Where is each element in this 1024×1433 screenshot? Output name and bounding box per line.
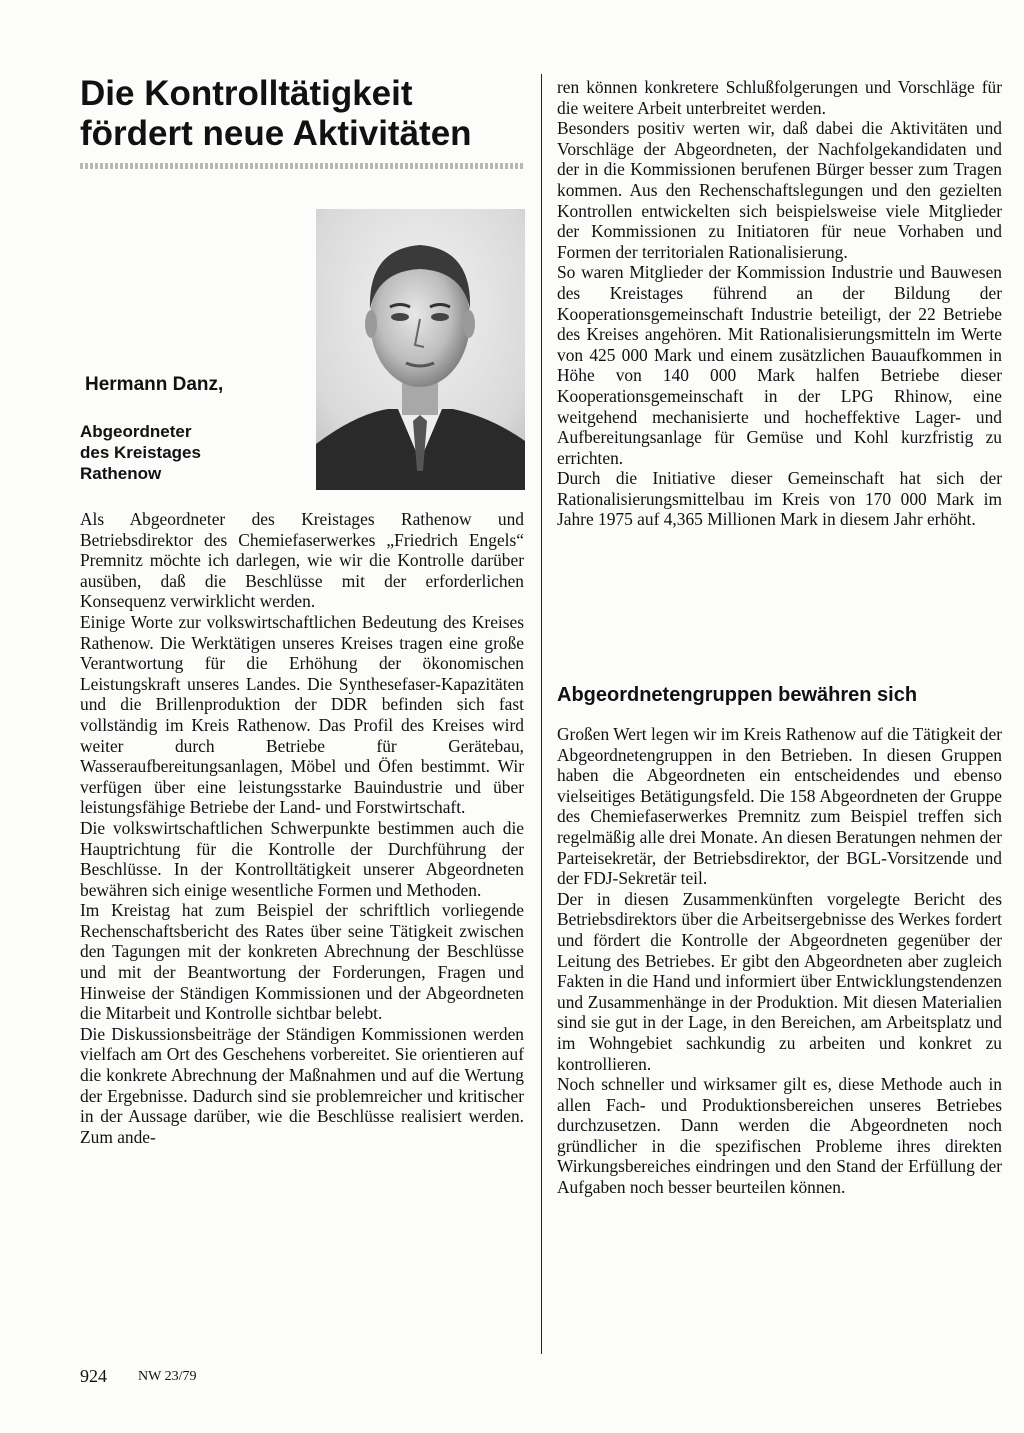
paragraph: Im Kreistag hat zum Beispiel der schriftlich vorliegende Rechenschaftsbericht des Rates über seine Tätigkeit zwischen den Tagungen mit der konkreten Abrechnung der Beschlüsse und mit der Beantwortung der Forderungen, Fragen und Hinweise der Ständigen Kommissionen und der Abgeordneten die Mitarbeit und Kontrolle sichtbar belebt.	[80, 900, 524, 1024]
author-role-line: des Kreistages	[80, 443, 201, 462]
paragraph: Einige Worte zur volkswirtschaftlichen Bedeutung des Kreises Rathenow. Die Werktätigen unseres Kreises tragen eine große Verantwortung für die Erhöhung der ökonomischen Leistungskraft unseres Landes. Die Synthesefaser-Kapazitäten und die Brillenproduktion der DDR befinden sich fast vollständig im Kreis Rathenow. Das Profil des Kreises wird weiter durch Betriebe für Gerätebau, Wasseraufbereitungsanlagen, Möbel und Öfen bestimmt. Wir verfügen über eine leistungsstarke Bauindustrie und über leistungsfähige Betriebe der Land- und Forstwirtschaft.	[80, 611, 524, 818]
page-number: 924	[80, 1366, 107, 1386]
paragraph: Die Diskussionsbeiträge der Ständigen Kommissionen werden vielfach am Ort des Geschehens vorbereitet. Sie orientieren auf die konkrete Abrechnung der Maßnahmen und auf die Wertung der Ergebnisse. Dadurch sind sie problemreicher und kritischer in der Aussage darüber, wie die Beschlüsse realisiert werden. Zum ande-	[80, 1023, 524, 1147]
column-divider	[541, 74, 542, 1354]
paragraph: Noch schneller und wirksamer gilt es, diese Methode auch in allen Fach- und Produktionsbereichen unseres Betriebes durchzusetzen. Dann werden die Abgeordneten noch gründlicher in die spezifischen Probleme ihres direkten Wirkungsbereiches eindringen und den Stand der Erfüllung der Aufgaben noch besser beurteilen können.	[557, 1074, 1002, 1198]
paragraph: ren können konkretere Schlußfolgerungen und Vorschläge für die weitere Arbeit unterbreitet werden.	[557, 77, 1002, 118]
paragraph: So waren Mitglieder der Kommission Industrie und Bauwesen des Kreistages führend an der Bildung der Kooperationsgemeinschaft Industrie beteiligt, der 22 Betriebe des Kreises angehören. Mit Rationalisierungsmitteln im Werte von 425 000 Mark und einem zusätzlichen Bauaufkommen in Höhe von 140 000 Mark halfen Betriebe dieser Kooperationsgemeinschaft in der LPG Rhinow, eine weitgehend mechanisierte und hocheffektive Lager- und Aufbereitungsanlage für Gemüse und Kohl kurzfristig zu errichten.	[557, 262, 1002, 468]
issue-label: NW 23/79	[138, 1369, 197, 1384]
paragraph: Großen Wert legen wir im Kreis Rathenow auf die Tätigkeit der Abgeordnetengruppen in den Betrieben. In diesen Gruppen haben die Abgeordneten ein entscheidendes und ebenso vielseitiges Betätigungsfeld. Die 158 Abgeordneten der Gruppe des Chemiefaserwerkes Premnitz zum Beispiel treffen sich regelmäßig alle drei Monate. An diesen Beratungen nehmen der Parteisekretär, der Betriebsdirektor, der BGL-Vorsitzende und der FDJ-Sekretär teil.	[557, 724, 1002, 889]
paragraph: Als Abgeordneter des Kreistages Rathenow und Betriebsdirektor des Chemiefaserwerkes „Friedrich Engels“ Premnitz möchte ich darlegen, wie wir die Kontrolle darüber ausüben, daß die Beschlüsse mit der erforderlichen Konsequenz verwirklicht werden.	[80, 509, 524, 612]
author-role-line: Abgeordneter	[80, 422, 192, 441]
paragraph: Der in diesen Zusammenkünften vorgelegte Bericht des Betriebsdirektors über die Arbeitsergebnisse des Werkes fordert und fördert die Kontrolle der Abgeordneten gegenüber der Leitung des Betriebes. Er gibt den Abgeordneten aber zugleich Fakten in die Hand und informiert über Entwicklungstendenzen und Zusammenhänge in der Produktion. Mit diesen Materialien sind sie gut in der Lage, in den Bereichen, am Arbeitsplatz und im Wohngebiet sachkundig zu arbeiten und konkret zu kontrollieren.	[557, 888, 1002, 1074]
title-divider	[80, 163, 525, 169]
article-title: Die Kontrolltätigkeit fördert neue Aktivitäten	[80, 74, 472, 153]
section-heading: Abgeordnetengruppen bewähren sich	[557, 684, 918, 706]
author-name: Hermann Danz,	[85, 374, 224, 395]
paragraph: Die volkswirtschaftlichen Schwerpunkte bestimmen auch die Hauptrichtung für die Kontrolle der Durchführung der Beschlüsse. In der Kontrolltätigkeit unserer Abgeordneten bewähren sich einige wesentliche Formen und Methoden.	[80, 817, 524, 900]
paragraph: Durch die Initiative dieser Gemeinschaft hat sich der Rationalisierungsmittelbau im Kreis von 170 000 Mark im Jahre 1975 auf 4,365 Millionen Mark in diesem Jahr erhöht.	[557, 468, 1002, 530]
author-role-line: Rathenow	[80, 464, 162, 483]
right-column-top	[557, 77, 1002, 530]
author-role	[80, 421, 280, 484]
right-column-bottom	[557, 724, 1002, 1198]
paragraph: Besonders positiv werten wir, daß dabei die Aktivitäten und Vorschläge der Abgeordneten, der Nachfolgekandidaten und der in die Kommissionen berufenen Bürger besser zum Tragen kommen. Aus den Rechenschaftslegungen und den gezielten Kontrollen entwickelten sich beispielsweise viele Mitglieder der Kommissionen zu Initiatoren für neue Vorhaben und Formen der territorialen Rationalisierung.	[557, 118, 1002, 262]
left-column	[80, 509, 524, 1147]
author-portrait	[316, 209, 525, 490]
